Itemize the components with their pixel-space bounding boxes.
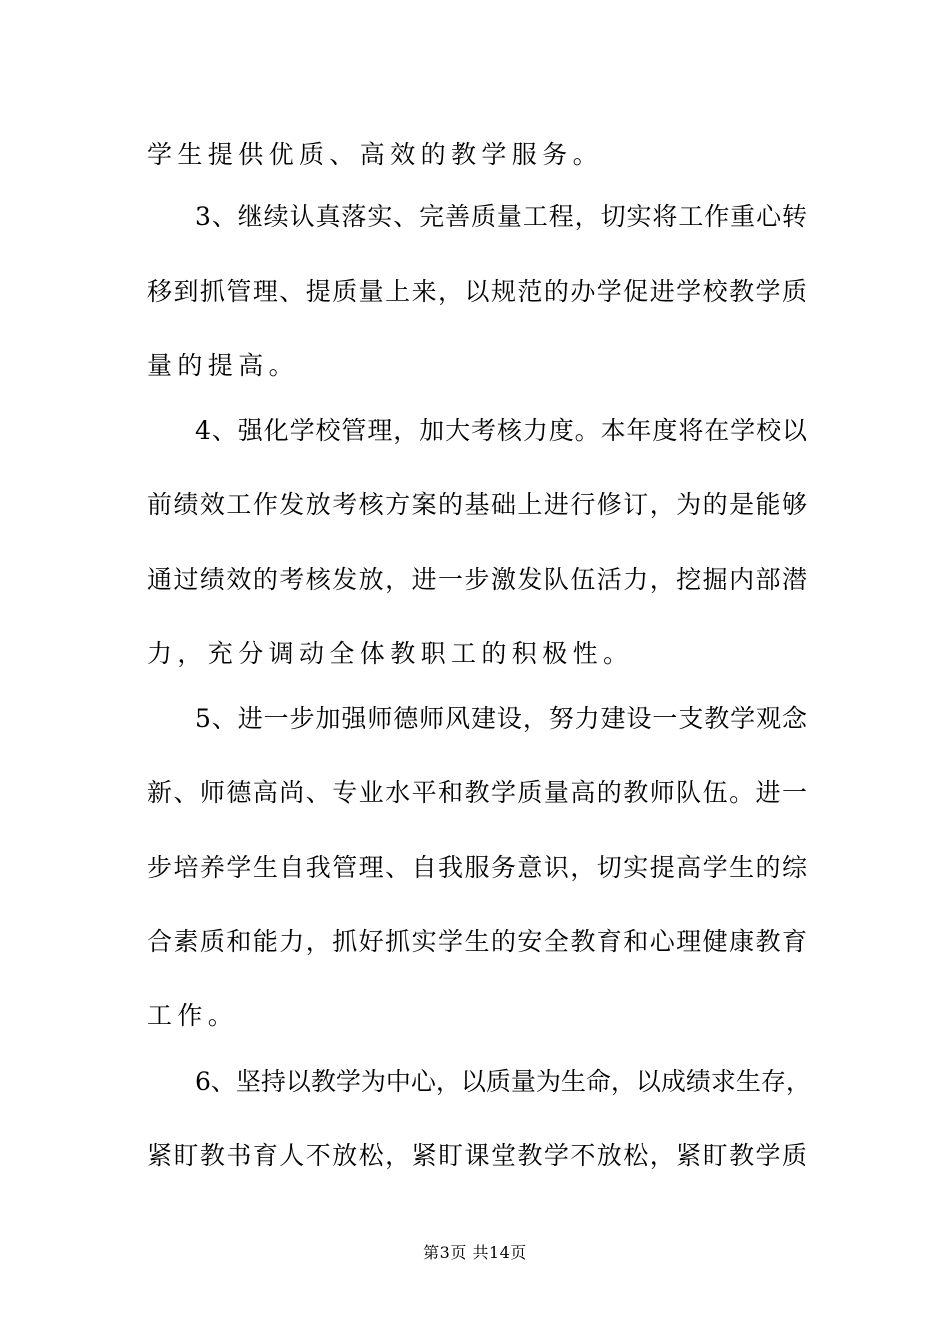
body-text-line: 4、强化学校管理，加大考核力度。本年度将在学校以 (195, 416, 807, 445)
body-text-line: 工作。 (147, 1001, 239, 1030)
body-text-line: 5、进一步加强师德师风建设，努力建设一支教学观念 (195, 704, 807, 733)
body-text-line: 通过绩效的考核发放，进一步激发队伍活力，挖掘内部潜 (147, 565, 807, 594)
body-text-line: 移到抓管理、提质量上来，以规范的办学促进学校教学质 (147, 277, 807, 306)
body-text-line: 新、师德高尚、专业水平和教学质量高的教师队伍。进一 (147, 778, 807, 807)
body-text-line: 学生提供优质、高效的教学服务。 (147, 140, 604, 169)
body-text-line: 力，充分调动全体教职工的积极性。 (147, 639, 634, 668)
body-text-line: 量的提高。 (147, 351, 300, 380)
body-text-line: 步培养学生自我管理、自我服务意识，切实提高学生的综 (147, 853, 807, 882)
body-text-line: 合素质和能力，抓好抓实学生的安全教育和心理健康教育 (147, 927, 807, 956)
page-number-footer: 第3页 共14页 (423, 1243, 527, 1262)
body-text-line: 6、坚持以教学为中心，以质量为生命，以成绩求生存， (195, 1067, 811, 1096)
body-text-line: 前绩效工作发放考核方案的基础上进行修订，为的是能够 (147, 490, 807, 519)
body-text-line: 紧盯教书育人不放松，紧盯课堂教学不放松，紧盯教学质 (147, 1141, 807, 1170)
body-text-line: 3、继续认真落实、完善质量工程，切实将工作重心转 (195, 202, 807, 231)
